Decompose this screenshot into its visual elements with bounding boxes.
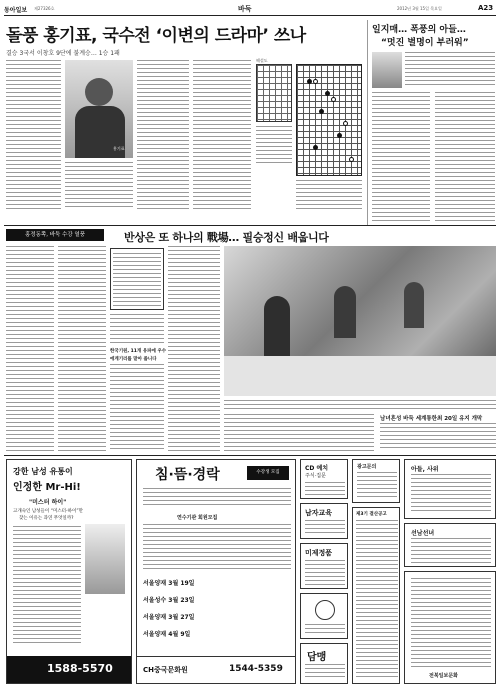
schedule-item: 서울성수 3월 23일 bbox=[143, 597, 195, 604]
main-body-col-3 bbox=[137, 60, 189, 210]
main-headline: 돌풍 홍기표, 국수전 ‘이변의 드라마’ 쓰나 bbox=[6, 26, 306, 46]
ad-center-org: CH중국문화원 bbox=[143, 666, 188, 674]
main-body-col-4 bbox=[193, 60, 251, 210]
banner-label: 홍정동쪽, 바둑 수강 열풍 bbox=[6, 229, 104, 241]
main-body-col-2 bbox=[65, 162, 133, 210]
board-caption bbox=[296, 180, 362, 210]
ad-center-list-title: 연수기관 회원모집 bbox=[177, 515, 218, 521]
person-silhouette bbox=[85, 78, 113, 106]
hong-kipyo-photo bbox=[65, 60, 133, 158]
ad-gwango bbox=[352, 459, 400, 503]
issue-number: 제27326호 bbox=[34, 6, 55, 11]
ad-right-title: 아들, 사위 bbox=[411, 466, 439, 473]
black-stone bbox=[325, 91, 330, 96]
column-divider bbox=[367, 20, 368, 225]
go-tables bbox=[224, 356, 496, 396]
ad-cd-text bbox=[305, 482, 345, 496]
second-body-col-5 bbox=[168, 246, 220, 451]
ad-mokdong bbox=[300, 503, 348, 539]
ad-mrhi-line-3: "미스터 하이" bbox=[29, 499, 67, 506]
ad-cd-sub: 주식·집문 bbox=[305, 473, 326, 479]
ad-sunyou bbox=[404, 523, 496, 567]
class-photo bbox=[224, 246, 496, 396]
second-subhead-1: 한국기원, 11개 유파에 우수 bbox=[110, 349, 167, 354]
ad-right-text bbox=[411, 474, 491, 514]
ad-gwango-title: 광고문의 bbox=[357, 464, 377, 470]
ad-damnam-text bbox=[305, 664, 345, 680]
black-stone bbox=[337, 133, 342, 138]
second-subhead-2: 에게기리를 맡아 줍니다 bbox=[110, 357, 157, 362]
ad-damnam-title: 담맹 bbox=[307, 652, 327, 663]
ad-ticket bbox=[300, 593, 348, 639]
ad-center-phone: 1544-5359 bbox=[229, 664, 283, 674]
header-rule bbox=[4, 15, 496, 16]
ad-mrhi-line-1: 강한 남성 유통이 bbox=[13, 467, 73, 476]
ad-mrhi-text bbox=[13, 526, 81, 646]
white-stone bbox=[343, 121, 348, 126]
ad-center-title: 침·뜸·경락 bbox=[155, 467, 220, 483]
ad-mrhi-product-photo bbox=[85, 524, 125, 594]
columnist-photo bbox=[372, 52, 402, 88]
black-stone bbox=[313, 145, 318, 150]
ad-ticket-text bbox=[305, 624, 345, 636]
brief-headline: 남녀혼성 바둑 세계통한최 20일 유지 개막 bbox=[380, 416, 483, 422]
ad-gwango-text bbox=[357, 472, 397, 500]
second-body-col-3 bbox=[110, 314, 164, 344]
ad-sunyou-title: 선남선녀 bbox=[411, 530, 435, 537]
ad-mrhi-line-4: 고개숙인 남성들이 “미스터-하이”만 bbox=[13, 509, 84, 514]
ad-mrhi-phone-bar bbox=[7, 656, 131, 683]
ticket-circle bbox=[315, 600, 335, 620]
student-figure bbox=[404, 282, 424, 328]
go-board-small bbox=[256, 64, 292, 122]
column-intro bbox=[405, 52, 495, 88]
ad-mijeong-text bbox=[305, 560, 345, 586]
ad-mokdong-title: 남자교육 bbox=[305, 509, 333, 517]
schedule-list bbox=[143, 578, 291, 648]
white-stone bbox=[331, 97, 336, 102]
ad-mrhi-line-5: 찾는 이유는 과연 무엇일까? bbox=[19, 516, 74, 521]
white-stone bbox=[349, 157, 354, 162]
second-headline: 반상은 또 하나의 戰場… 필승정신 배웁니다 bbox=[124, 231, 329, 244]
photo-caption: 홍기표 bbox=[113, 146, 125, 151]
column-body-2 bbox=[435, 92, 495, 224]
issue-date: 2012년 3월 15일 목요일 bbox=[397, 6, 442, 11]
ad-center-list bbox=[143, 524, 291, 572]
ad-classified bbox=[352, 507, 400, 684]
ad-center-footer bbox=[137, 656, 295, 683]
ad-classified-title: 제3기 결산공고 bbox=[356, 512, 387, 517]
board-notes bbox=[256, 126, 292, 166]
schedule-item: 서울양재 4월 9일 bbox=[143, 631, 191, 638]
ad-classified-table bbox=[356, 520, 398, 680]
black-stone bbox=[319, 109, 324, 114]
ad-damnam bbox=[300, 643, 348, 684]
board-label: 해설도 bbox=[256, 58, 268, 63]
column-headline-2: “멋진 별명이 부러워” bbox=[381, 38, 469, 48]
info-table-rows bbox=[113, 253, 161, 307]
paper-name: 동아일보 bbox=[4, 7, 28, 14]
student-figure bbox=[334, 286, 356, 338]
second-body-col-4 bbox=[110, 364, 164, 451]
ad-cd bbox=[300, 459, 348, 499]
section-name: 바둑 bbox=[238, 5, 252, 13]
schedule-item: 서울양재 3월 19일 bbox=[143, 580, 195, 587]
ad-right-top bbox=[404, 459, 496, 519]
info-table bbox=[110, 248, 164, 310]
column-headline-1: 일지매… 폭풍의 아들… bbox=[372, 25, 466, 35]
student-figure bbox=[264, 296, 290, 356]
second-body-col-6 bbox=[224, 414, 374, 451]
column-body-1 bbox=[372, 92, 430, 224]
ad-bottom-right bbox=[404, 571, 496, 684]
page-header bbox=[4, 4, 496, 15]
ad-sunyou-text bbox=[411, 538, 491, 564]
ad-mijeong-title: 미제정품 bbox=[305, 549, 333, 557]
photo-caption-lines bbox=[224, 400, 496, 409]
ad-bottom-right-text bbox=[411, 578, 491, 668]
go-board-main bbox=[296, 64, 362, 176]
ad-bottom-right-footer: 전북일보문화 bbox=[429, 673, 458, 679]
main-body-col-1 bbox=[6, 60, 61, 210]
ad-cd-title: CD 예치 bbox=[305, 465, 329, 472]
ad-center bbox=[136, 459, 296, 684]
ad-mijeong bbox=[300, 543, 348, 589]
white-stone bbox=[313, 79, 318, 84]
page-number: A23 bbox=[478, 4, 494, 12]
second-body-col-2 bbox=[58, 246, 106, 451]
second-body-col-1 bbox=[6, 246, 54, 451]
ad-mokdong-text bbox=[305, 520, 345, 536]
ad-mrhi-line-2: 인정한 Mr-Hi! bbox=[13, 482, 81, 493]
ad-center-intro bbox=[143, 488, 291, 508]
ad-center-tag: 수강생 모집 bbox=[247, 466, 289, 480]
schedule-item: 서울양재 3월 27일 bbox=[143, 614, 195, 621]
ad-mrhi-phone: 1588-5570 bbox=[47, 662, 113, 675]
section-rule bbox=[4, 225, 496, 226]
brief-body bbox=[380, 423, 496, 451]
ad-mrhi bbox=[6, 459, 132, 684]
main-subhead: 결승 3국서 이창호 9단에 불계승… 1승 1패 bbox=[6, 50, 120, 57]
ads-rule bbox=[4, 455, 496, 456]
black-stone bbox=[307, 79, 312, 84]
